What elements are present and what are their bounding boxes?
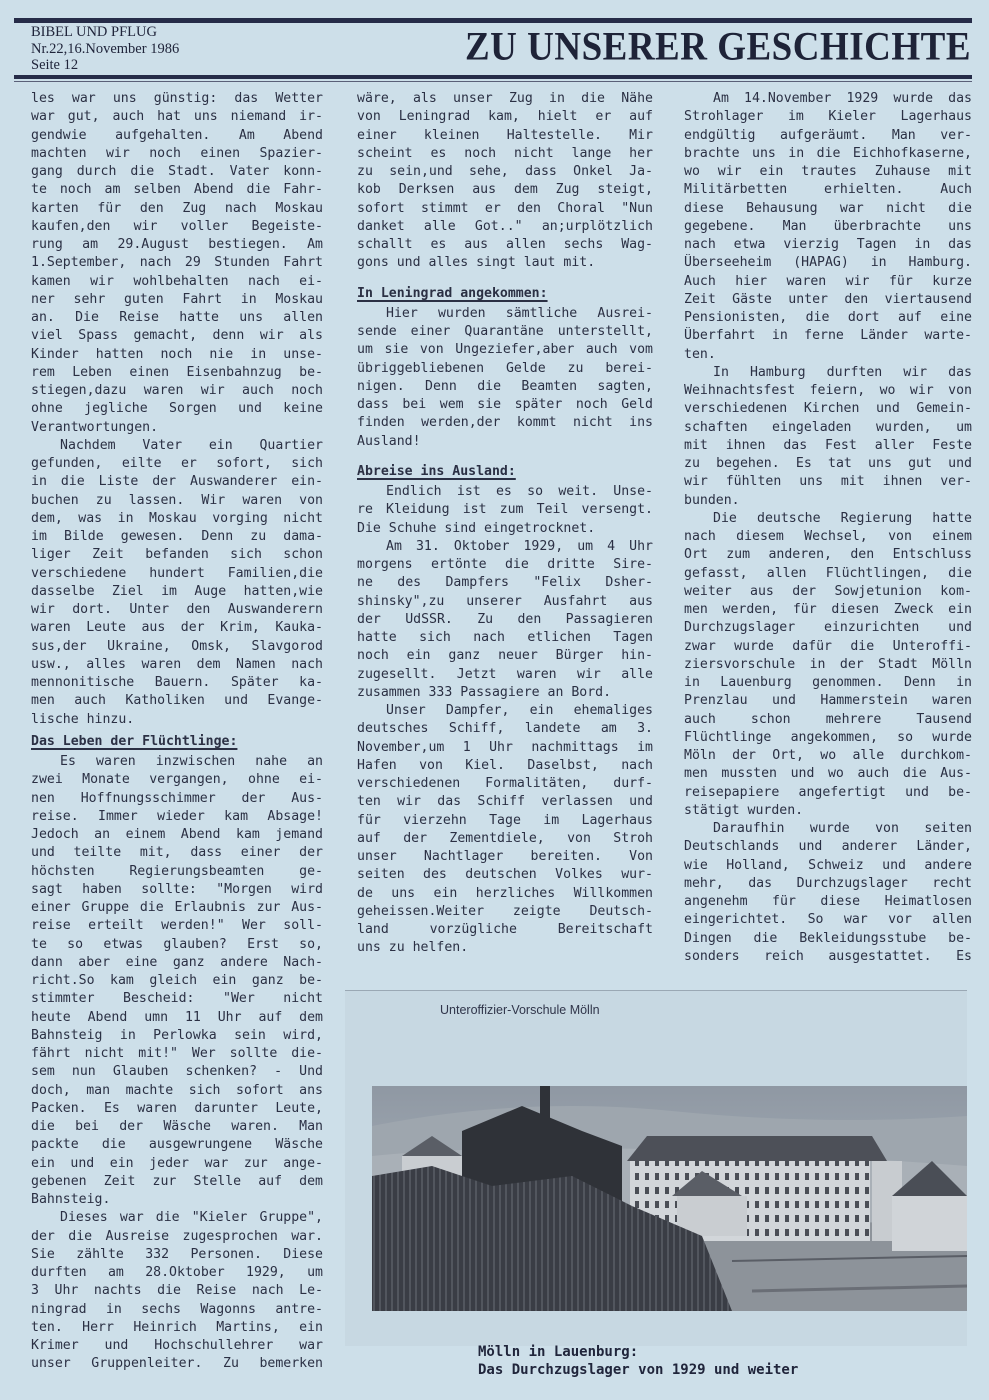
text-line: rem Leben einen Eisenbahnzug be- — [31, 364, 323, 380]
text-line: Kinder hatten noch nie in unse- — [31, 346, 323, 362]
text-line: dem, was in Moskau vorging nicht — [31, 510, 323, 526]
text-line: Am 14.November 1929 wurde das — [713, 91, 972, 106]
text-line: 3 Uhr nachts die Reise nach Le- — [31, 1283, 323, 1299]
text-line: In Hamburg durften wir das — [713, 364, 972, 380]
text-line: Die deutsche Regierung hatte — [713, 510, 972, 526]
figure-caption — [478, 1343, 798, 1379]
text-line: heute Abend umn 11 Uhr auf dem — [31, 1009, 323, 1025]
text-line: Ausland! — [357, 433, 421, 449]
text-line: in die Liste der Auswanderer ein- — [31, 474, 323, 490]
figure-title: Unteroffizier-Vorschule Mölln — [440, 1003, 600, 1017]
masthead-info — [31, 24, 179, 74]
section-heading: Das Leben der Flüchtlinge: — [31, 733, 238, 749]
text-line: höchsten Regierungsbeamten ge- — [31, 863, 323, 879]
text-line: Dingen die Bekleidungsstube be- — [684, 930, 972, 946]
text-line: wäre, als unser Zug in die Nähe — [357, 91, 653, 106]
text-line: mehr, das Durchzugslager recht — [684, 875, 972, 891]
text-line: Zeit Gäste unter den viertausend — [684, 291, 972, 307]
issue-date: Nr.22,16.November 1986 — [31, 40, 180, 57]
text-line: zu begehen. Es tat uns gut und — [684, 456, 972, 471]
text-line: rung am 29.August bestiegen. Am — [31, 237, 323, 252]
text-line: Krimer und Hochschullehrer war — [31, 1338, 323, 1353]
historic-photo-barracks — [372, 1086, 967, 1311]
paragraph — [684, 820, 972, 966]
paragraph — [357, 483, 653, 538]
text-line: morgens ertönte die dritte Sire- — [357, 557, 653, 572]
masthead-top-rule — [14, 18, 972, 23]
text-line: te so etwas glauben? Erst so, — [31, 936, 323, 952]
text-line: verschiedenen Kirchen und Gemein- — [684, 401, 972, 417]
text-line: Hafen von Kiel. Daselbst, nach — [357, 757, 653, 773]
text-line: stätigt wurden. — [684, 802, 804, 818]
text-line: Militärbetten erhielten. Auch — [684, 182, 972, 198]
text-line: der UdSSR. Zu den Passagieren — [357, 611, 653, 627]
text-line: richt.So kam gleich ein ganz be- — [31, 973, 323, 988]
text-line: auf der Zementdiele, von Stroh — [357, 830, 653, 846]
text-line: Es waren inzwischen nahe an — [60, 754, 323, 769]
text-line: Sie zählte 332 Personen. Diese — [31, 1246, 323, 1262]
text-line: die bei der Wäsche waren. Man — [31, 1119, 323, 1134]
text-line: nigen. Denn die Beamten sagten, — [357, 378, 653, 394]
text-line: stimmter Bescheid: "Wer nicht — [31, 991, 323, 1007]
text-line: von Leningrad kam, hielt er auf — [357, 109, 653, 125]
text-line: November,um 1 Uhr nachmittags im — [357, 739, 653, 755]
text-line: shinsky",zu unserer Ausfahrt aus — [357, 593, 653, 609]
paragraph — [31, 437, 323, 729]
text-line: deutsches Schiff, landete am 3. — [357, 721, 653, 737]
paragraph — [357, 702, 653, 958]
text-line: te noch am selben Abend die Fahr- — [31, 182, 323, 198]
text-line: angenehm für diese Heimatlosen — [684, 894, 972, 909]
text-line: dass bei wem sie später noch Geld — [357, 397, 653, 412]
text-line: ne des Dampfers "Felix Dsher- — [357, 575, 653, 591]
text-line: nen Hoffnungsschimmer der Aus- — [31, 790, 323, 806]
text-line: endgültig aufgeräumt. Man ver- — [684, 127, 972, 143]
text-line: karten für den Zug nach Moskau — [31, 200, 323, 216]
text-line: auch schon mehrere Tausend — [684, 711, 972, 727]
text-line: men auch Katholiken und Evange- — [31, 693, 323, 709]
text-line: dasselbe Ziel im Auge hatten,wie — [31, 583, 323, 599]
text-line: Weihnachtsfest feiern, wo wir von — [684, 383, 972, 398]
text-line: ziersvorschule in der Stadt Mölln — [684, 656, 972, 672]
text-line: diese Behausung war nicht die — [684, 200, 972, 216]
text-line: an. Die Reise hatte uns allen — [31, 310, 323, 325]
text-line: dann aber eine ganz andere Nach- — [31, 954, 323, 970]
column-2 — [357, 90, 653, 958]
text-line: war gut, auch hat uns niemand ir- — [31, 109, 323, 125]
text-line: zwei Monate vergangen, ohne ei- — [31, 772, 323, 788]
text-line: weiter aus der Sowjetunion kom- — [684, 583, 972, 599]
text-line: scheint es noch nicht lange her — [357, 145, 653, 161]
text-line: einer Gruppe die Erlaubnis zur Aus- — [31, 900, 323, 915]
text-line: schaften eingeladen wurden, um — [684, 419, 972, 435]
text-line: Nachdem Vater ein Quartier — [60, 437, 323, 453]
paragraph — [31, 1209, 323, 1373]
paragraph — [357, 90, 653, 273]
text-line: uns zu helfen. — [357, 940, 469, 956]
column-1 — [31, 90, 323, 1374]
paragraph — [31, 753, 323, 1209]
text-line: viel Spass gemacht, denn wir als — [31, 328, 323, 344]
text-line: Pensionisten, die dort auf eine — [684, 310, 972, 325]
text-line: ner sehr guten Fahrt in Moskau — [31, 291, 323, 307]
text-line: unser Gruppenleiter. Zu bemerken — [31, 1356, 323, 1372]
text-line: zwar wurde dafür die Unteroffi- — [684, 638, 972, 654]
text-line: Durchzugslager einzurichten und — [684, 620, 972, 636]
text-line: Bahnsteig. — [31, 1192, 111, 1207]
page-title: ZU UNSERER GESCHICHTE — [464, 25, 971, 70]
text-line: übriggebliebenen Gelde zu berei- — [357, 360, 653, 376]
text-line: wir dort. Unter den Auswanderern — [31, 602, 323, 617]
section-heading: Abreise ins Ausland: — [357, 463, 516, 479]
text-line: Auch hier waren wir für kurze — [684, 273, 972, 289]
text-line: stiegen,dazu waren wir auch noch — [31, 383, 323, 398]
text-line: Endlich ist es so weit. Unse- — [386, 484, 653, 499]
photo-illustration — [372, 1086, 967, 1311]
column-3 — [684, 90, 972, 966]
text-line: Überseeheim (HAPAG) in Hamburg. — [684, 255, 972, 271]
text-line: lische hinzu. — [31, 711, 135, 727]
publication-name: BIBEL UND PFLUG — [31, 24, 157, 40]
masthead-bottom-rule — [14, 75, 972, 79]
text-line: nach etwa vierzig Tagen in das — [684, 237, 972, 252]
text-line: gendwie aufgehalten. Am Abend — [31, 127, 323, 143]
text-line: der die Ausreise zugesprochen war. — [31, 1228, 323, 1244]
text-line: gang durch die Stadt. Vater konn- — [31, 164, 323, 179]
text-line: ein und ein jeder war zur ange- — [31, 1155, 323, 1171]
text-line: Hier wurden sämtliche Ausrei- — [386, 305, 653, 321]
text-line: sende einer Quarantäne unterstellt, — [357, 324, 653, 339]
text-line: Flüchtlinge angekommen, so wurde — [684, 729, 972, 745]
text-line: ohne jegliche Sorgen und keine — [31, 401, 323, 417]
text-line: ten. — [684, 346, 716, 362]
text-line: re Kleidung ist zum Teil versengt. — [357, 502, 653, 518]
text-line: noch ein ganz neuer Bürger hin- — [357, 648, 653, 664]
caption-line-2: Das Durchzugslager von 1929 und weiter — [478, 1362, 799, 1378]
text-line: Jedoch an einem Abend kam jemand — [31, 827, 323, 842]
text-line: Überfahrt in ferne Länder warte- — [684, 328, 972, 344]
text-line: geheissen.Weiter zeigte Deutsch- — [357, 903, 653, 919]
text-line: men werden, für diesen Zweck ein — [684, 602, 972, 617]
text-line: wir fühlten uns mit ihnen ver- — [684, 474, 972, 490]
text-line: sem nun Glauben schenken? - Und — [31, 1064, 323, 1080]
text-line: kaufen,den wir voller Begeiste- — [31, 218, 323, 234]
paragraph — [357, 538, 653, 702]
paragraph — [684, 510, 972, 820]
text-line: gefunden, eilte er sofort, sich — [31, 456, 323, 471]
text-line: men mussten und wo auch die Aus- — [684, 766, 972, 782]
text-line: Möln der Ort, wo alle durchkom- — [684, 748, 972, 763]
text-line: zu sein,und sehe, dass Onkel Ja- — [357, 164, 653, 179]
text-line: ten. Herr Heinrich Martins, ein — [31, 1319, 323, 1335]
text-line: schallt es aus allen sechs Wag- — [357, 237, 653, 252]
paragraph — [357, 305, 653, 451]
text-line: seiten des deutschen Volkes wur- — [357, 867, 653, 883]
text-line: danket alle Got.." an;urplötzlich — [357, 218, 653, 234]
text-line: ningrad in sechs Wagonns antre- — [31, 1301, 323, 1317]
text-line: Dieses war die "Kieler Gruppe", — [60, 1210, 323, 1226]
text-line: und teilte mit, dass einer der — [31, 845, 323, 861]
text-line: sagt haben sollte: "Morgen wird — [31, 881, 323, 897]
text-line: durften am 28.Oktober 1929, um — [31, 1265, 323, 1280]
text-line: im Bilde gewesen. Denn zu dama- — [31, 529, 323, 544]
text-line: reise erteilt werden!" Wer soll- — [31, 918, 323, 934]
text-line: waren Leute aus der Krim, Kauka- — [31, 620, 323, 636]
text-line: sofort stimmt er den Choral "Nun — [357, 200, 653, 216]
text-line: einer kleinen Haltestelle. Mir — [357, 127, 653, 143]
text-line: land vorzügliche Bereitschaft — [357, 922, 653, 937]
text-line: fährt nicht mit!" Wer sollte die- — [31, 1046, 323, 1061]
text-line: mit ihnen das Fest aller Feste — [684, 437, 972, 453]
paragraph — [31, 90, 323, 437]
text-line: buchen zu lassen. Wir waren von — [31, 492, 323, 508]
text-line: 1.September, nach 29 Stunden Fahrt — [31, 255, 323, 271]
text-line: Bahnsteig in Perlowka sein wird, — [31, 1027, 323, 1043]
text-line: Deutschlands und anderer Länder, — [684, 839, 972, 855]
text-line: wie Holland, Schweiz und andere — [684, 857, 972, 873]
text-line: nach diesem Wechsel, von einem — [684, 529, 972, 544]
text-line: ten wir das Schiff verlassen und — [357, 794, 653, 810]
caption-line-1: Mölln in Lauenburg: — [478, 1344, 639, 1360]
text-line: unser Nachtlager bereiten. Von — [357, 849, 653, 864]
text-line: liger Zeit befanden sich schon — [31, 547, 323, 563]
text-line: für vierzehn Tage im Lagerhaus — [357, 812, 653, 828]
text-line: Am 31. Oktober 1929, um 4 Uhr — [386, 538, 653, 554]
text-line: brachte uns in die Eichhofkaserne, — [684, 145, 972, 161]
text-line: in Lauenburg genommen. Denn in — [684, 675, 972, 690]
text-line: Strohlager im Kieler Lagerhaus — [684, 109, 972, 125]
text-line: kamen wir wohlbehalten nach ei- — [31, 273, 323, 289]
text-line: zusammen 333 Passagiere an Bord. — [357, 684, 612, 700]
text-line: sus,der Ukraine, Omsk, Slavgorod — [31, 638, 323, 654]
text-line: gefasst, allen Flüchtlingen, die — [684, 565, 972, 581]
paragraph — [684, 364, 972, 510]
masthead-bottom-thin-rule — [14, 81, 972, 82]
page-number: Seite 12 — [31, 57, 79, 73]
text-line: machten wir noch einen Spazier- — [31, 145, 323, 161]
text-line: reisepapiere angefertigt und be- — [684, 784, 972, 800]
text-line: eingerichtet. So war vor allen — [684, 912, 972, 928]
text-line: gegebene. Man überbrachte uns — [684, 218, 972, 234]
text-line: finden werden,der kommt nicht ins — [357, 415, 653, 431]
text-line: wo wir ein trautes Zuhause mit — [684, 164, 972, 179]
text-line: gebenen Zeit zur Stelle auf dem — [31, 1173, 323, 1189]
text-line: doch, man machte sich sofort ans — [31, 1082, 323, 1098]
text-line: packte die ausgewrungene Wäsche — [31, 1137, 323, 1153]
text-line: verschiedene hundert Familien,die — [31, 565, 323, 581]
text-line: Ort zum anderen, den Entschluss — [684, 547, 972, 563]
text-line: Packen. Es waren darunter Leute, — [31, 1100, 323, 1116]
text-line: usw., alles waren dem Namen nach — [31, 656, 323, 672]
text-line: verschiedenen Formalitäten, durf- — [357, 776, 653, 791]
text-line: les war uns günstig: das Wetter — [31, 91, 323, 106]
text-line: zugesellt. Jetzt waren wir alle — [357, 666, 653, 682]
text-line: mennonitische Bauern. Später ka- — [31, 675, 323, 690]
text-line: kob Derksen aus dem Zug steigt, — [357, 182, 653, 198]
section-heading: In Leningrad angekommen: — [357, 285, 548, 301]
text-line: Unser Dampfer, ein ehemaliges — [386, 703, 653, 718]
text-line: hatte sich nach etlichen Tagen — [357, 630, 653, 645]
text-line: de uns ein herzliches Willkommen — [357, 885, 653, 901]
text-line: Daraufhin wurde von seiten — [713, 821, 972, 836]
text-line: sonders reich ausgestattet. Es — [684, 948, 972, 964]
figure — [345, 990, 967, 1346]
text-line: bunden. — [684, 492, 740, 508]
text-line: Prenzlau und Hammerstein waren — [684, 693, 972, 709]
text-line: gons und alles singt laut mit. — [357, 255, 596, 271]
text-line: Die Schuhe sind eingetrocknet. — [357, 520, 596, 536]
paragraph — [684, 90, 972, 364]
text-line: reise. Immer wieder kam Absage! — [31, 808, 323, 824]
text-line: Verantwortungen. — [31, 419, 159, 435]
text-line: um sie von Ungeziefer,aber auch vom — [357, 342, 653, 358]
